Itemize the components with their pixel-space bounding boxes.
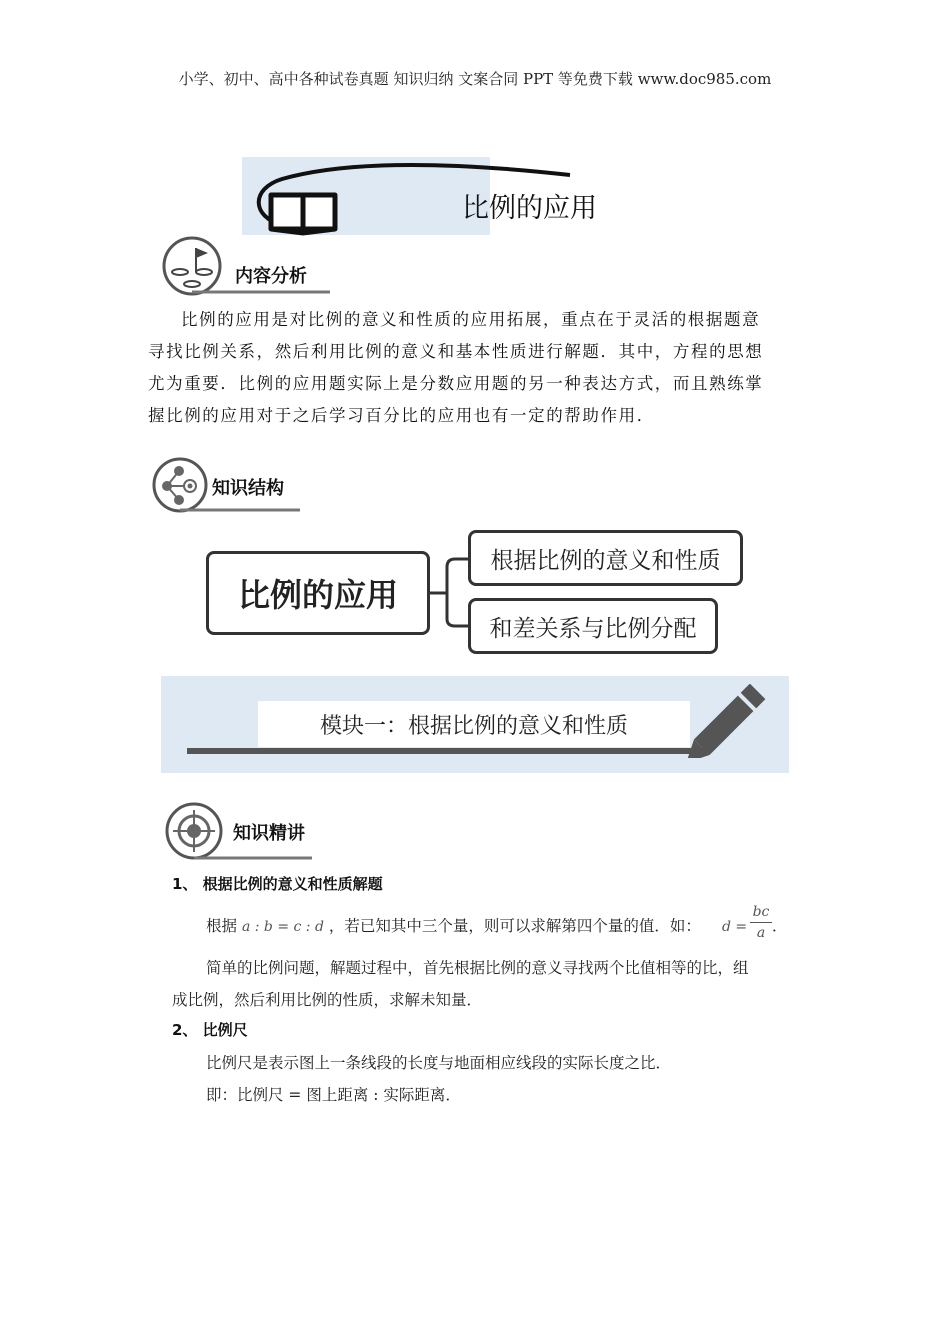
- mindmap-branch: 根据比例的意义和性质: [468, 530, 743, 586]
- item1-paragraph-line: 简单的比例问题，解题过程中，首先根据比例的意义寻找两个比值相等的比，组: [206, 959, 749, 977]
- eq-left-text: d =: [722, 919, 748, 935]
- module-title: 模块一：根据比例的意义和性质: [258, 701, 690, 747]
- fraction-denominator: a: [756, 925, 766, 941]
- item1-text: 根据: [206, 917, 238, 935]
- content-analysis-label: 内容分析: [235, 266, 307, 287]
- page-title: 比例的应用: [462, 193, 597, 224]
- page-header: 小学、初中、高中各种试卷真题 知识归纳 文案合同 PPT 等免费下载 www.doc985.com: [178, 70, 772, 88]
- item2-line: 比例尺是表示图上一条线段的长度与地面相应线段的实际长度之比．: [206, 1054, 672, 1072]
- content-analysis-body: [148, 304, 828, 432]
- fraction: [750, 903, 772, 942]
- fraction-numerator: bc: [752, 904, 770, 920]
- knowledge-explain-label: 知识精讲: [233, 823, 305, 844]
- mindmap-branch: 和差关系与比例分配: [468, 598, 718, 654]
- content-analysis-line: 寻找比例关系，然后利用比例的意义和基本性质进行解题．其中，方程的思想: [148, 342, 764, 361]
- item1-formula-line: [206, 914, 701, 936]
- content-analysis-line: 比例的应用是对比例的意义和性质的应用拓展，重点在于灵活的根据题意: [181, 310, 761, 329]
- item1-paragraph-line: 成比例，然后利用比例的性质，求解未知量．: [172, 991, 483, 1009]
- ratio-formula: a : b = c : d: [241, 919, 324, 935]
- mindmap-root: 比例的应用: [206, 551, 430, 635]
- pencil-icon: [185, 684, 775, 758]
- eq-end: ．: [772, 917, 788, 935]
- item1-heading: 1、 根据比例的意义和性质解题: [172, 875, 383, 893]
- content-analysis-line: 握比例的应用对于之后学习百分比的应用也有一定的帮助作用．: [148, 406, 655, 425]
- item1-text: ，若已知其中三个量，则可以求解第四个量的值．如：: [328, 917, 701, 935]
- knowledge-structure-label: 知识结构: [212, 478, 284, 499]
- item2-heading: 2、 比例尺: [172, 1021, 248, 1039]
- content-analysis-line: 尤为重要．比例的应用题实际上是分数应用题的另一种表达方式，而且熟练掌: [148, 374, 764, 393]
- eq-left: [722, 916, 747, 935]
- item2-line: 即：比例尺 = 图上距离 : 实际距离．: [206, 1086, 461, 1104]
